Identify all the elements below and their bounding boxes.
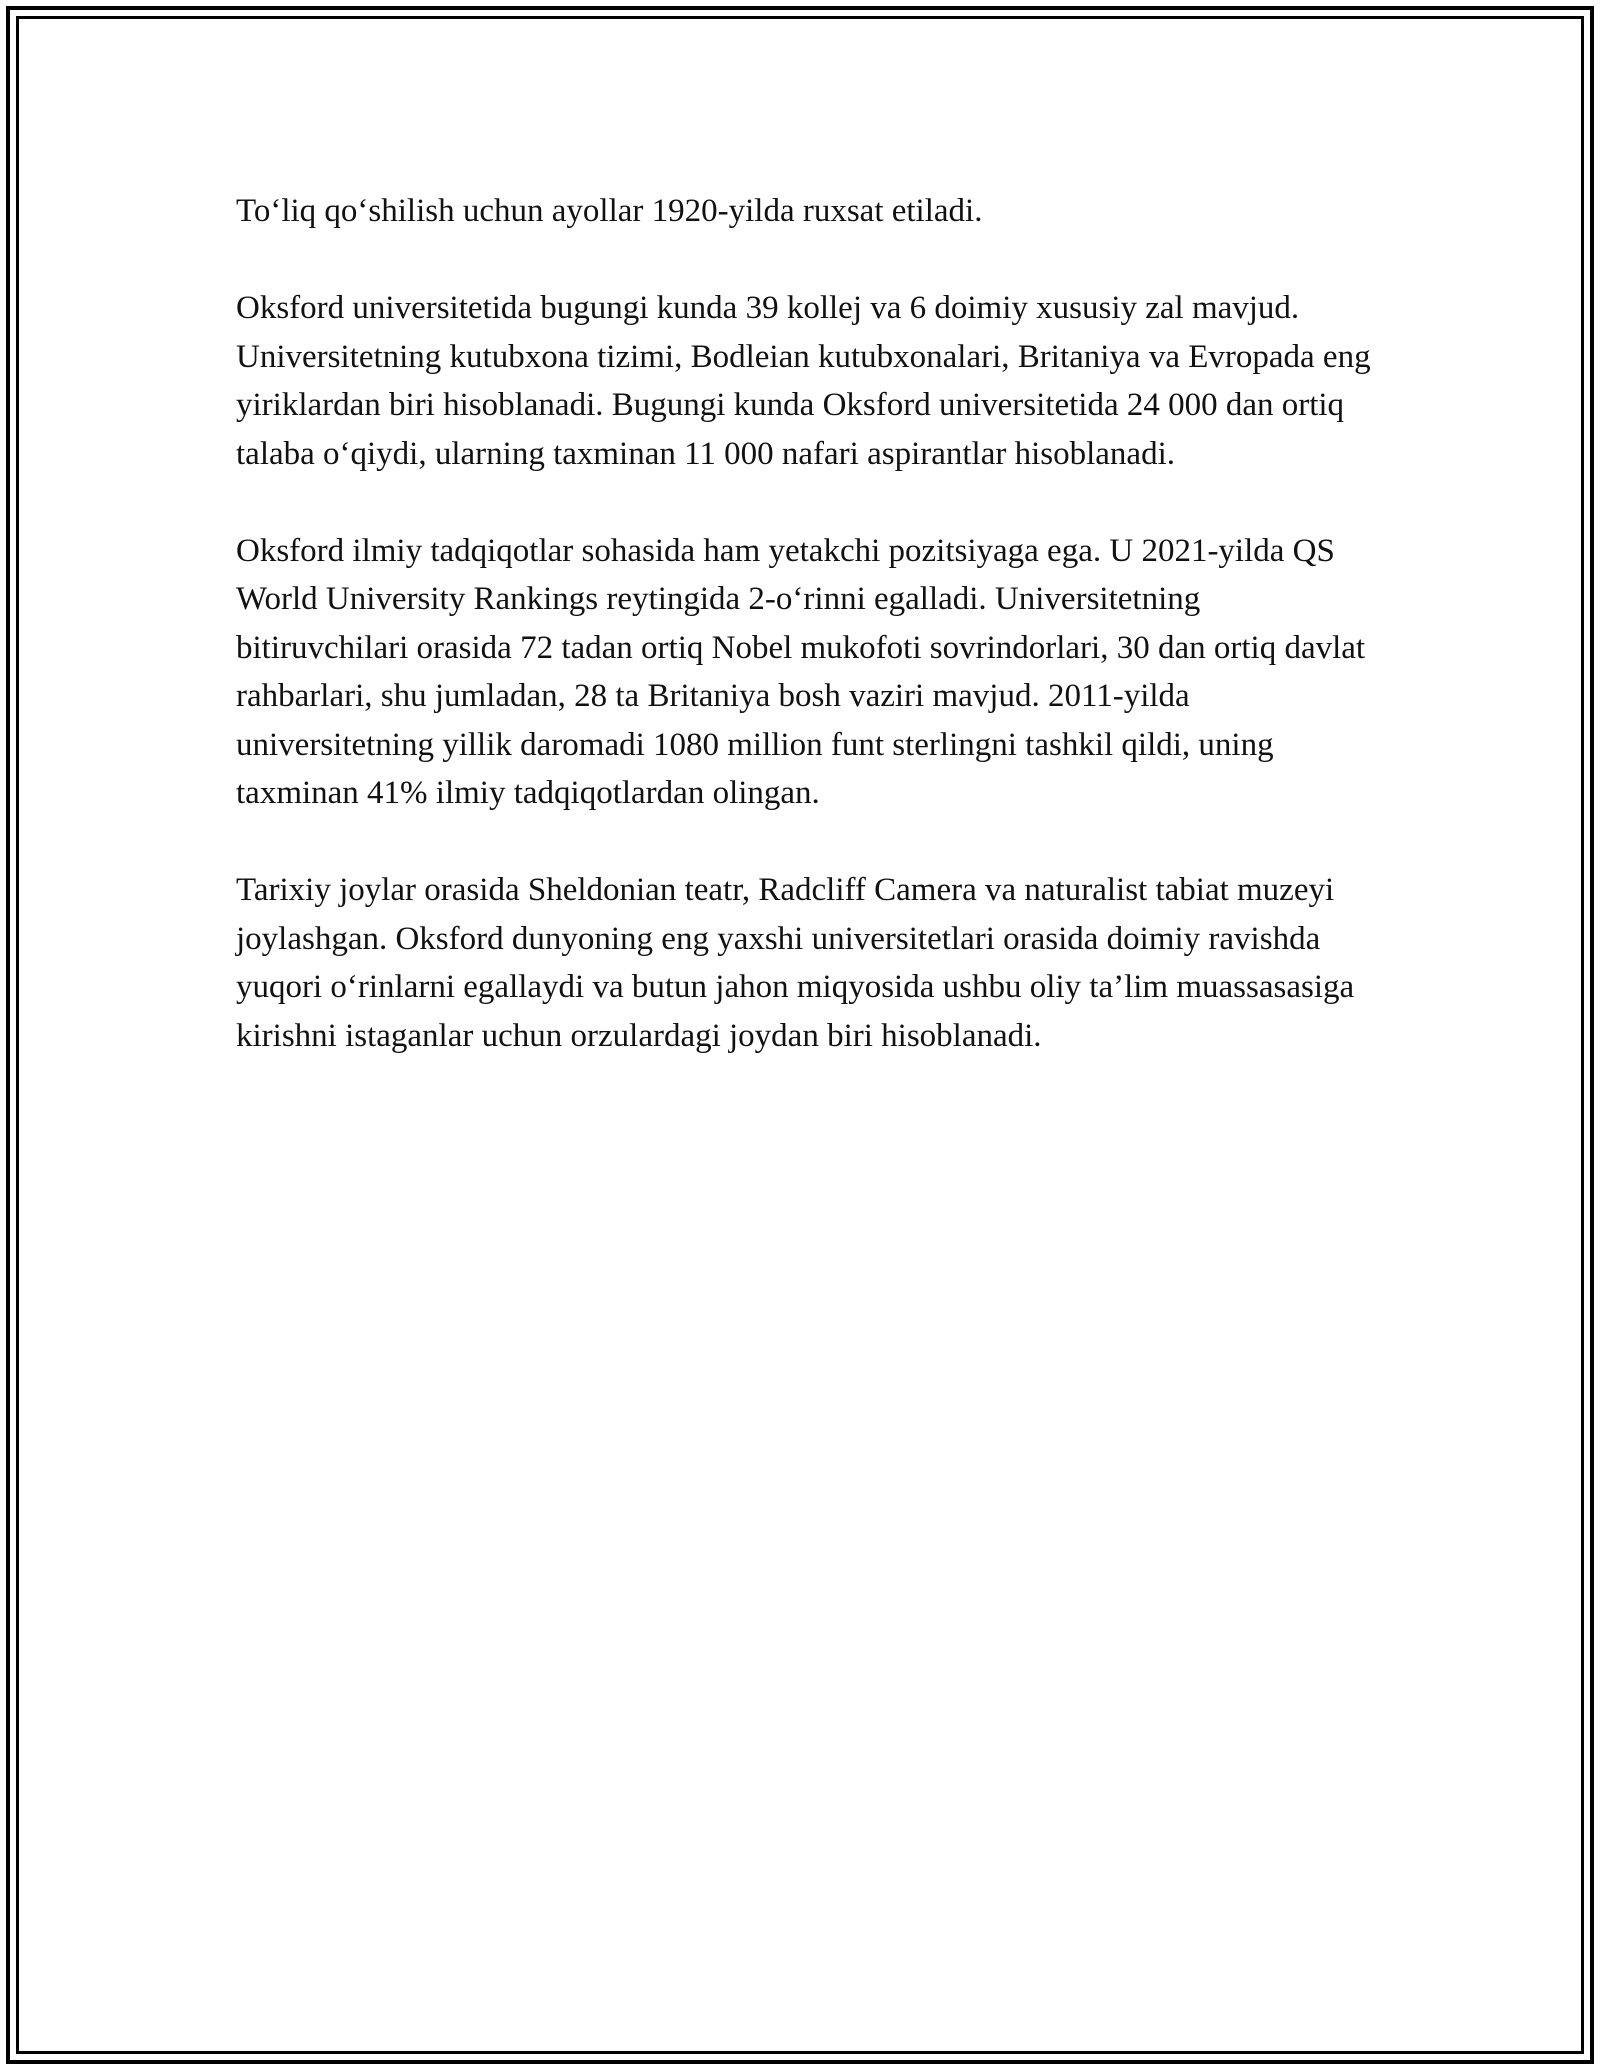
paragraph-colleges-library: Oksford universitetida bugungi kunda 39 kollej va 6 doimiy xususiy zal mavjud. Universitetning kutubxona tizimi, Bodleian kutubxonalari, Britaniya va Evropada eng yiriklardan biri hisoblanadi. Bugungi kunda Oksford universitetida 24 000 dan ortiq talaba o‘qiydi, ularning taxminan 11 000 nafari aspirantlar hisoblanadi.: [236, 290, 1371, 472]
paragraph-research-rankings: Oksford ilmiy tadqiqotlar sohasida ham yetakchi pozitsiyaga ega. U 2021-yilda QS World University Rankings reytingida 2-o‘rinni egalladi. Universitetning bitiruvchilari orasida 72 tadan ortiq Nobel mukofoti sovrindorlari, 30 dan ortiq davlat rahbarlari, shu jumladan, 28 ta Britaniya bosh vaziri mavjud. 2011-yilda universitetning yillik daromadi 1080 million funt sterlingni tashkil qildi, uning taxminan 41% ilmiy tadqiqotlardan olingan.: [236, 532, 1366, 811]
document-body: [236, 187, 1376, 1109]
paragraph-historic-sites: Tarixiy joylar orasida Sheldonian teatr, Radcliff Camera va naturalist tabiat muzeyi joylashgan. Oksford dunyoning eng yaxshi universitetlari orasida doimiy ravishda yuqori o‘rinlarni egallaydi va butun jahon miqyosida ushbu oliy ta’lim muassasasiga kirishni istaganlar uchun orzulardagi joydan biri hisoblanadi.: [236, 872, 1355, 1054]
paragraph-women-admission: To‘liq qo‘shilish uchun ayollar 1920-yilda ruxsat etiladi.: [236, 193, 983, 229]
